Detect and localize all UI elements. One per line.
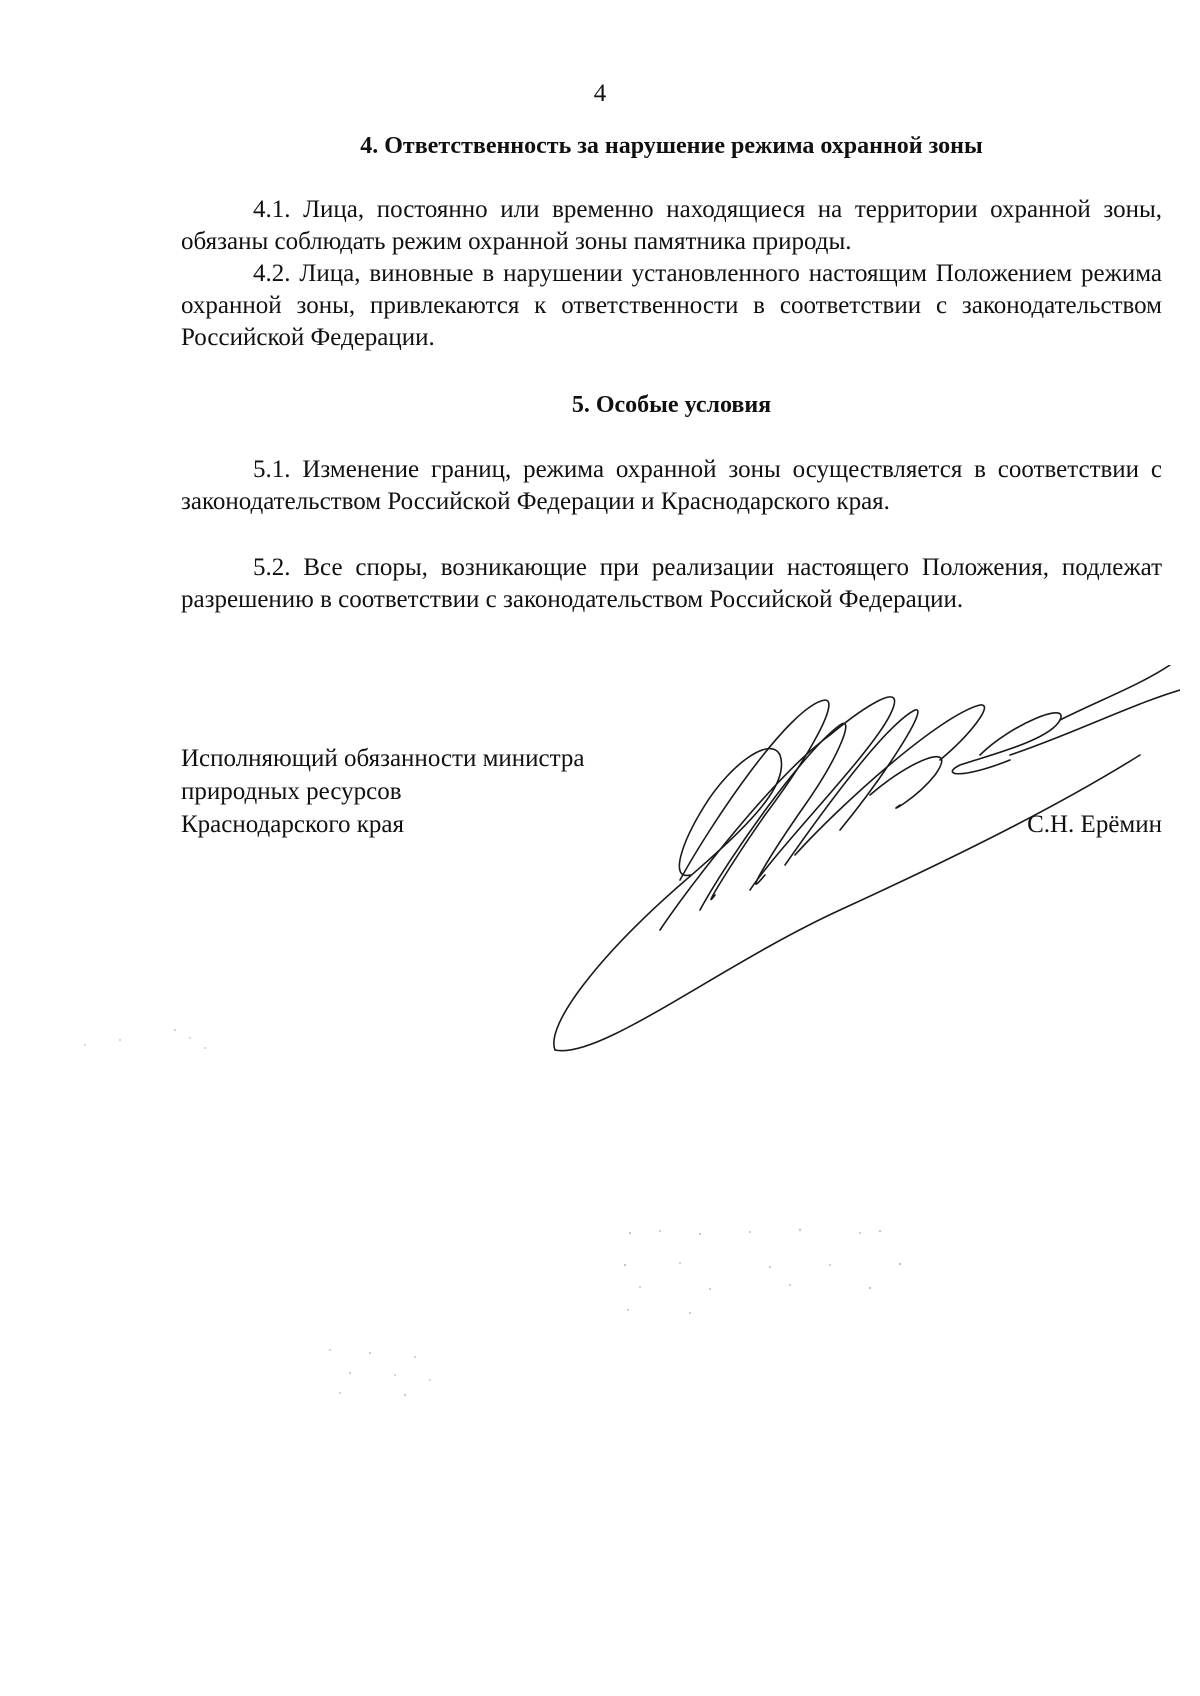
scan-speckle-icon bbox=[620, 1225, 920, 1320]
page-number: 4 bbox=[593, 80, 607, 107]
scan-speckle-icon bbox=[80, 1020, 220, 1060]
signer-title-line-2: природных ресурсов bbox=[181, 778, 402, 805]
signature-icon bbox=[540, 665, 1180, 1065]
section-4-heading: 4. Ответственность за нарушение режима охранной зоны bbox=[360, 133, 983, 159]
paragraph-4-2: 4.2. Лица, виновные в нарушении установленного настоящим Положением режима охранной зоны, привлекаются к ответственности в соответствии с законодательством Российской Федерации. bbox=[181, 260, 1162, 351]
section-5-heading: 5. Особые условия bbox=[571, 392, 772, 418]
paragraph-4-1: 4.1. Лица, постоянно или временно находящиеся на территории охранной зоны, обязаны соблюдать режим охранной зоны памятника природы. bbox=[181, 196, 1162, 255]
paragraph-5-2: 5.2. Все споры, возникающие при реализации настоящего Положения, подлежат разрешению в соответствии с законодательством Российской Федерации. bbox=[181, 554, 1162, 613]
paragraph-5-1: 5.1. Изменение границ, режима охранной зоны осуществляется в соответствии с законодательством Российской Федерации и Краснодарского края. bbox=[181, 456, 1162, 515]
signer-title-line-3: Краснодарского края bbox=[181, 811, 404, 838]
scan-speckle-icon bbox=[320, 1345, 450, 1400]
signer-title-block bbox=[181, 742, 584, 841]
signer-name: С.Н. Ерёмин bbox=[1027, 811, 1162, 838]
signer-title-line-1: Исполняющий обязанности министра bbox=[181, 745, 585, 772]
